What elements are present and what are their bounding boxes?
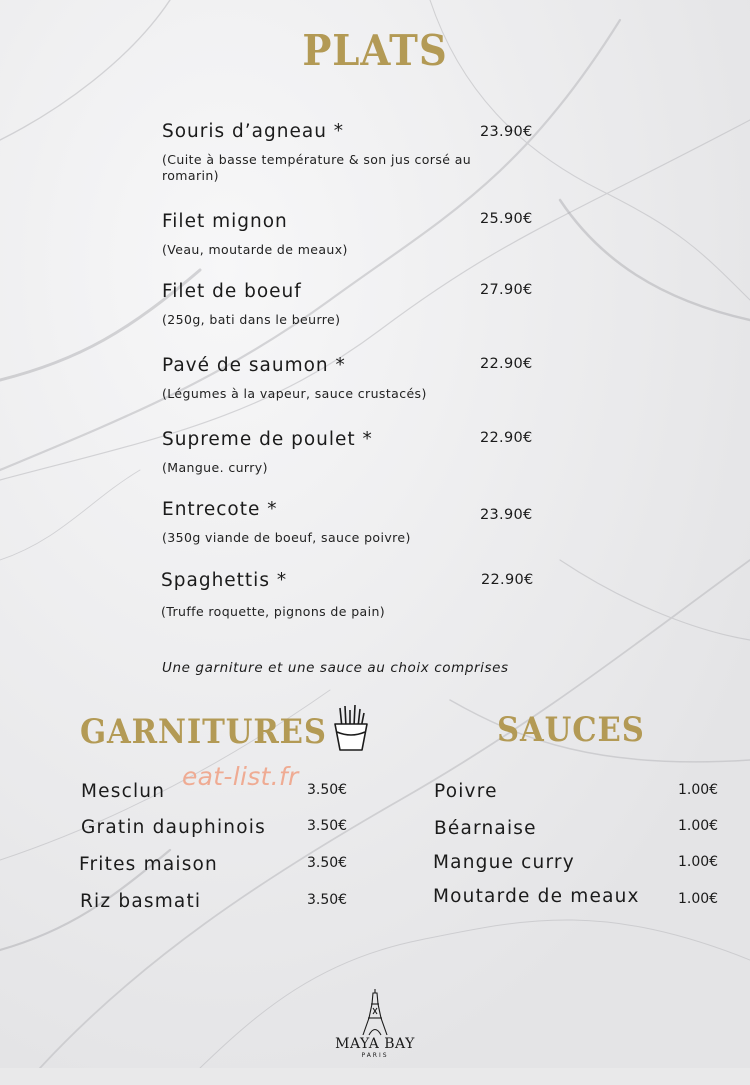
dish-name: Spaghettis * (161, 570, 288, 591)
sauce-item: Béarnaise (434, 818, 537, 839)
dish-price: 23.90€ (480, 124, 533, 140)
dish-description: (Légumes à la vapeur, sauce crustacés) (162, 386, 427, 401)
garniture-item: Mesclun (81, 781, 166, 802)
restaurant-logo (330, 988, 420, 1068)
sauce-item: Poivre (434, 781, 498, 802)
garnish-note: Une garniture et une sauce au choix comprises (162, 660, 509, 676)
bottom-strip (0, 1068, 750, 1085)
garniture-price: 3.50€ (307, 892, 348, 908)
sauce-item: Mangue curry (433, 852, 575, 873)
garniture-item: Riz basmati (80, 891, 202, 912)
dish-name: Souris d’agneau * (162, 121, 345, 142)
dish-price: 22.90€ (480, 356, 533, 372)
sauce-price: 1.00€ (678, 891, 719, 907)
dish-description: (Veau, moutarde de meaux) (162, 242, 348, 257)
dish-name: Filet mignon (162, 211, 288, 232)
garniture-price: 3.50€ (307, 782, 348, 798)
garniture-price: 3.50€ (307, 818, 348, 834)
garniture-item: Frites maison (79, 854, 218, 875)
dish-name: Entrecote * (162, 499, 278, 520)
sauce-price: 1.00€ (678, 854, 719, 870)
sauce-price: 1.00€ (678, 818, 719, 834)
dish-description: (250g, bati dans le beurre) (162, 312, 341, 327)
dish-description: (350g viande de boeuf, sauce poivre) (162, 530, 411, 545)
dish-name: Filet de boeuf (162, 281, 302, 302)
dish-name: Supreme de poulet * (162, 429, 373, 450)
sauce-price: 1.00€ (678, 782, 719, 798)
dish-description: (Cuite à basse température & son jus corsé au romarin) (162, 152, 472, 183)
section-title-sauces: SAUCES (497, 710, 645, 750)
sauce-item: Moutarde de meaux (433, 886, 640, 907)
garniture-item: Gratin dauphinois (81, 817, 266, 838)
eiffel-tower-icon (361, 988, 389, 1036)
dish-price: 22.90€ (480, 430, 533, 446)
logo-subtitle: PARIS (361, 1052, 389, 1059)
garniture-price: 3.50€ (307, 855, 348, 871)
dish-description: (Truffe roquette, pignons de pain) (161, 604, 386, 619)
dish-price: 27.90€ (480, 282, 533, 298)
dish-description: (Mangue. curry) (162, 460, 268, 475)
dish-price: 23.90€ (480, 507, 533, 523)
fries-icon (331, 704, 371, 752)
dish-price: 25.90€ (480, 211, 533, 227)
watermark: eat-list.fr (182, 762, 299, 791)
logo-name: MAYA BAY (335, 1036, 415, 1052)
dish-price: 22.90€ (481, 572, 534, 588)
section-title-plats: PLATS (302, 26, 448, 75)
dish-name: Pavé de saumon * (162, 355, 346, 376)
section-title-garnitures: GARNITURES (80, 712, 327, 752)
